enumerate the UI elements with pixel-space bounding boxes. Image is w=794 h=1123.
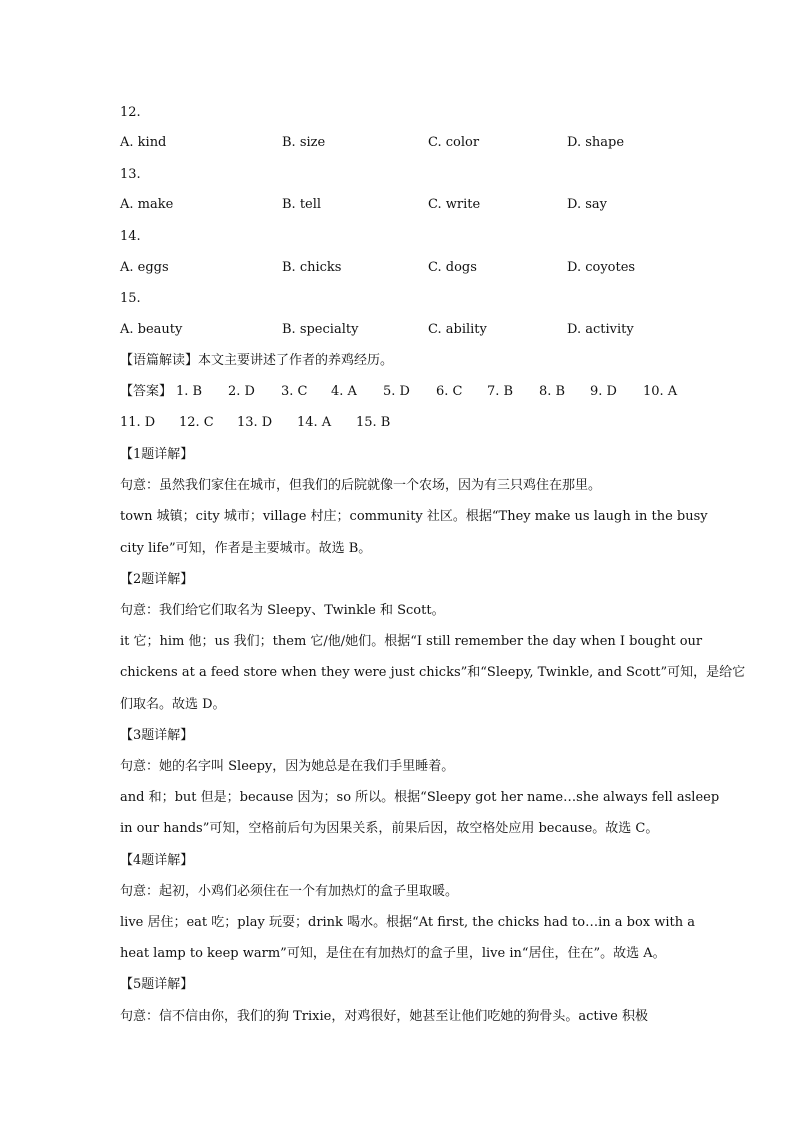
- option-b: B. size: [282, 135, 326, 150]
- explanation-line: 们取名。故选 D。: [120, 697, 226, 712]
- explanation-line: 句意：她的名字叫 Sleepy，因为她总是在我们手里睡着。: [120, 759, 455, 774]
- answer-item: 9. D: [590, 384, 617, 399]
- option-c: C. dogs: [428, 260, 477, 275]
- explanation-line: live 居住；eat 吃；play 玩耍；drink 喝水。根据“At first, the chicks had to…in a box with a: [120, 915, 696, 930]
- question-number: 15.: [120, 291, 141, 306]
- option-c: C. write: [428, 197, 481, 212]
- option-d: D. say: [567, 197, 607, 212]
- answer-item: 3. C: [281, 384, 308, 399]
- explanation-heading: 【4题详解】: [120, 853, 194, 868]
- answer-item: 6. C: [436, 384, 463, 399]
- answer-item: 10. A: [643, 384, 678, 399]
- question-number: 13.: [120, 167, 141, 182]
- answer-item: 2. D: [228, 384, 255, 399]
- reading-intro: 【语篇解读】本文主要讲述了作者的养鸡经历。: [120, 353, 394, 368]
- answer-item: 5. D: [383, 384, 410, 399]
- answer-item: 1. B: [176, 384, 203, 399]
- answer-item: 15. B: [356, 415, 391, 430]
- option-a: A. make: [120, 197, 174, 212]
- explanation-line: it 它；him 他；us 我们；them 它/他/她们。根据“I still remember the day when I bought our: [120, 634, 703, 649]
- option-b: B. specialty: [282, 322, 359, 337]
- option-a: A. kind: [120, 135, 167, 150]
- answer-label: 【答案】: [120, 384, 173, 399]
- option-c: C. ability: [428, 322, 487, 337]
- option-b: B. chicks: [282, 260, 342, 275]
- answer-item: 13. D: [237, 415, 273, 430]
- explanation-line: 句意：起初，小鸡们必须住在一个有加热灯的盒子里取暖。: [120, 884, 459, 899]
- explanation-line: and 和；but 但是；because 因为；so 所以。根据“Sleepy got her name…she always fell asleep: [120, 790, 720, 805]
- answer-item: 4. A: [331, 384, 357, 399]
- option-a: A. eggs: [120, 260, 169, 275]
- answer-item: 11. D: [120, 415, 156, 430]
- option-d: D. activity: [567, 322, 634, 337]
- option-a: A. beauty: [120, 322, 183, 337]
- explanation-heading: 【3题详解】: [120, 728, 194, 743]
- explanation-line: heat lamp to keep warm”可知，是住在有加热灯的盒子里，live in“居住，住在”。故选 A。: [120, 946, 666, 961]
- explanation-line: 句意：我们给它们取名为 Sleepy、Twinkle 和 Scott。: [120, 603, 445, 618]
- question-number: 14.: [120, 229, 141, 244]
- explanation-heading: 【1题详解】: [120, 447, 194, 462]
- answer-item: 14. A: [297, 415, 332, 430]
- option-d: D. shape: [567, 135, 625, 150]
- option-c: C. color: [428, 135, 480, 150]
- explanation-line: city life”可知，作者是主要城市。故选 B。: [120, 541, 372, 556]
- explanation-line: 句意：信不信由你，我们的狗 Trixie，对鸡很好，她甚至让他们吃她的狗骨头。active 积极: [120, 1009, 648, 1024]
- explanation-line: in our hands”可知，空格前后句为因果关系，前果后因，故空格处应用 because。故选 C。: [120, 821, 659, 836]
- explanation-heading: 【5题详解】: [120, 977, 194, 992]
- explanation-line: 句意：虽然我们家住在城市，但我们的后院就像一个农场，因为有三只鸡住在那里。: [120, 478, 602, 493]
- answer-item: 12. C: [179, 415, 214, 430]
- option-d: D. coyotes: [567, 260, 636, 275]
- explanation-heading: 【2题详解】: [120, 572, 194, 587]
- answer-item: 8. B: [539, 384, 566, 399]
- option-b: B. tell: [282, 197, 322, 212]
- explanation-line: town 城镇；city 城市；village 村庄；community 社区。根据“They make us laugh in the busy: [120, 509, 708, 524]
- explanation-line: chickens at a feed store when they were just chicks”和“Sleepy, Twinkle, and Scott”可知，是给它: [120, 665, 746, 680]
- answer-item: 7. B: [487, 384, 514, 399]
- question-number: 12.: [120, 105, 141, 120]
